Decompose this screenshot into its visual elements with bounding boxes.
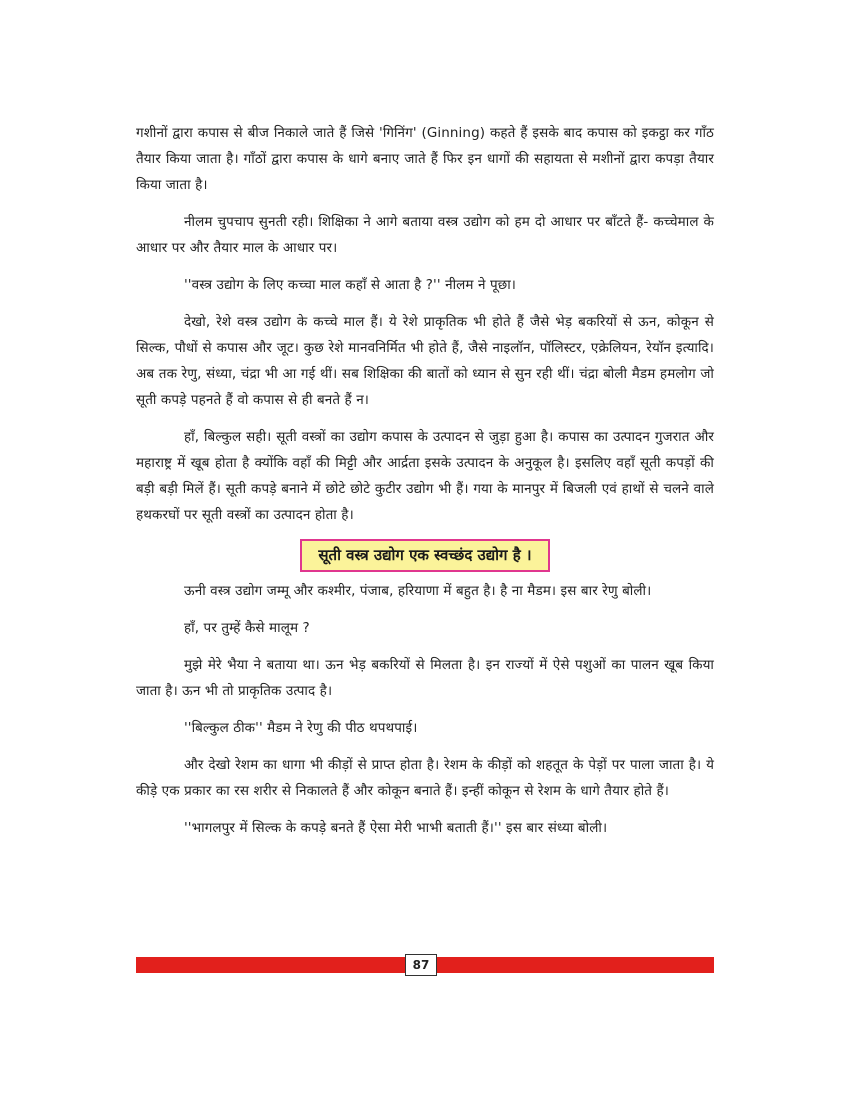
- paragraph-bhagalpur: ''भागलपुर में सिल्क के कपड़े बनते हैं ऐसा मेरी भाभी बताती हैं।'' इस बार संध्या बोली।: [184, 820, 608, 836]
- paragraph-neelam-listens: नीलम चुपचाप सुनती रही। शिक्षिका ने आगे बताया वस्त्र उद्योग को हम दो आधार पर बाँटते हैं- कच्चेमाल के आधार पर और तैयार माल के आधार पर।: [136, 214, 714, 256]
- highlight-box-wrapper: [136, 539, 714, 572]
- paragraph-ginning: गशीनों द्वारा कपास से बीज निकाले जाते हैं जिसे 'गिनिंग' (Ginning) कहते हैं इसके बाद कपास को इकट्ठा कर गाँठ तैयार किया जाता है। गाँठों द्वारा कपास के धागे बनाए जाते हैं फिर इन धागों की सहायता से मशीनों द्वारा कपड़ा तैयार किया जाता है।: [136, 125, 714, 193]
- paragraph-wool-source: मुझे मेरे भैया ने बताया था। ऊन भेड़ बकरियों से मिलता है। इन राज्यों में ऐसे पशुओं का पालन खूब किया जाता है। ऊन भी तो प्राकृतिक उत्पाद है।: [136, 657, 714, 699]
- page-number: 87: [405, 954, 437, 976]
- paragraph-raw-material-question: ''वस्त्र उद्योग के लिए कच्चा माल कहाँ से आता है ?'' नीलम ने पूछा।: [184, 277, 517, 293]
- paragraph-how-do-you-know: हाँ, पर तुम्हें कैसे मालूम ?: [184, 620, 310, 636]
- paragraph-silk: और देखो रेशम का धागा भी कीड़ों से प्राप्त होता है। रेशम के कीड़ों को शहतूत के पेड़ों पर पाला जाता है। ये कीड़े एक प्रकार का रस शरीर से निकालते हैं और कोकून बनाते हैं। इन्हीं कोकून से रेशम के धागे तैयार होते हैं।: [136, 757, 714, 799]
- page-content: [136, 120, 714, 852]
- paragraph-woollen-industry: ऊनी वस्त्र उद्योग जम्मू और कश्मीर, पंजाब, हरियाणा में बहुत है। है ना मैडम। इस बार रेणु बोली।: [184, 583, 652, 599]
- paragraph-cotton-industry: हाँ, बिल्कुल सही। सूती वस्त्रों का उद्योग कपास के उत्पादन से जुड़ा हुआ है। कपास का उत्पादन गुजरात और महाराष्ट्र में खूब होता है क्योंकि वहाँ की मिट्टी और आर्द्रता इसके उत्पादन के अनुकूल है। इसलिए वहाँ सूती कपड़ों की बड़ी बड़ी मिलें हैं। सूती कपड़े बनाने में छोटे छोटे कुटीर उद्योग भी हैं। गया के मानपुर में बिजली एवं हाथों से चलने वाले हथकरघों पर सूती वस्त्रों का उत्पादन होता है।: [136, 429, 714, 523]
- highlight-box: सूती वस्त्र उद्योग एक स्वच्छंद उद्योग है ।: [300, 539, 549, 572]
- paragraph-fibres: देखो, रेशे वस्त्र उद्योग के कच्चे माल हैं। ये रेशे प्राकृतिक भी होते हैं जैसे भेड़ बकरियों से ऊन, कोकून से सिल्क, पौधों से कपास और जूट। कुछ रेशे मानवनिर्मित भी होते हैं, जैसे नाइलॉन, पॉलिस्टर, एक्रेलियन, रेयॉन इत्यादि। अब तक रेणु, संध्या, चंद्रा भी आ गई थीं। सब शिक्षिका की बातों को ध्यान से सुन रही थीं। चंद्रा बोली मैडम हमलोग जो सूती कपड़े पहनते हैं वो कपास से ही बनते हैं न।: [136, 314, 714, 408]
- paragraph-well-done: ''बिल्कुल ठीक'' मैडम ने रेणु की पीठ थपथपाई।: [184, 720, 418, 736]
